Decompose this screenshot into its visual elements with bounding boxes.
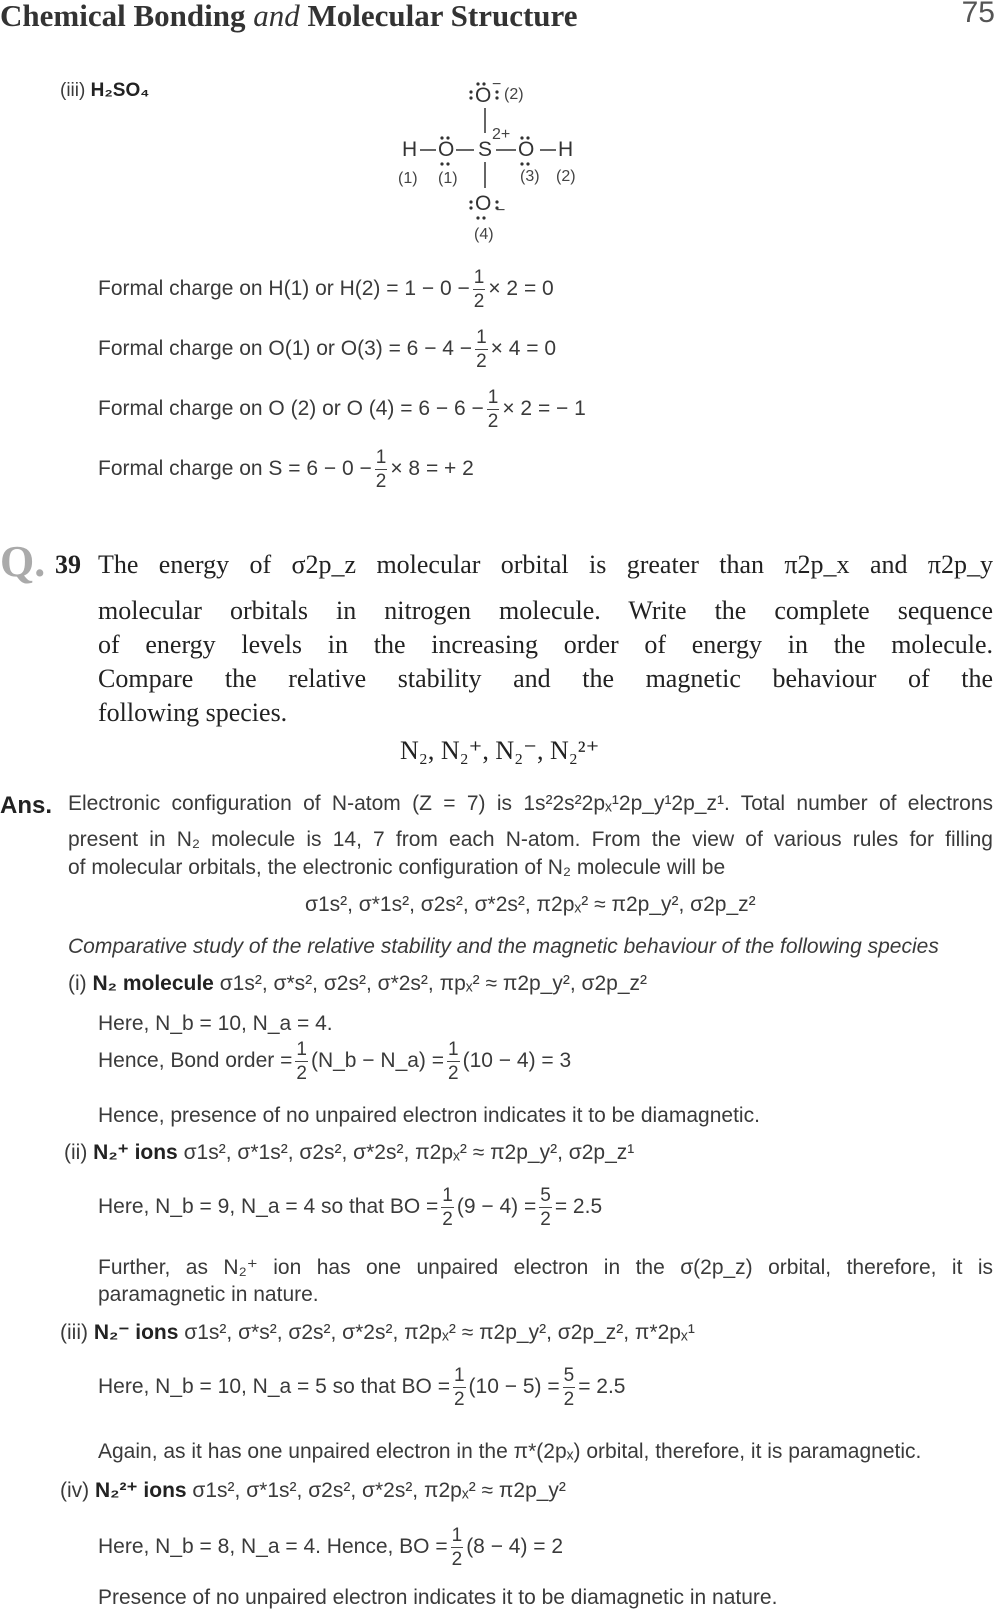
dot [526, 162, 529, 165]
answer-para-line-1: Electronic configuration of N-atom (Z = 7) is 1s²2s²2pₓ¹2p_y¹2p_z¹. Total number of electrons [68, 792, 993, 815]
question-word: π2p_y [927, 550, 993, 579]
case-label: (iv) [60, 1479, 95, 1502]
denominator: 2 [448, 1063, 459, 1084]
case-i-bond-order [98, 1040, 571, 1083]
question-line-2: molecular orbitals in nitrogen molecule. Write the complete sequence [98, 596, 993, 625]
case-iv-heading [60, 1478, 566, 1503]
question-species: N₂, N₂⁺, N₂⁻, N₂²⁺ [400, 736, 600, 765]
denominator: 2 [540, 1209, 551, 1230]
case-i-note: Hence, presence of no unpaired electron indicates it to be diamagnetic. [98, 1104, 760, 1127]
part-iii-heading [60, 80, 149, 102]
bo-suffix: (10 − 4) = 3 [462, 1049, 572, 1073]
h2so4-lewis-structure [380, 78, 620, 253]
numerator: 1 [451, 1525, 463, 1546]
atom-o1: O [438, 138, 455, 161]
charge-o-bottom: − [496, 202, 506, 219]
label-o3: (3) [520, 168, 540, 185]
dot [482, 216, 485, 219]
atom-o3: O [518, 138, 535, 161]
denominator: 2 [487, 411, 499, 432]
denominator: 2 [476, 351, 487, 372]
dot [495, 96, 498, 99]
case-config: σ1s², σ*s², σ2s², σ*2s², π2pₓ² ≈ π2p_y², σ2p_z², π*2pₓ¹ [184, 1321, 695, 1344]
denominator: 2 [375, 471, 387, 492]
fraction [447, 1040, 460, 1083]
case-species: N₂ molecule [92, 972, 214, 995]
question-word: The [98, 550, 139, 579]
dot [476, 216, 479, 219]
dot [469, 200, 472, 203]
lewis-structure-svg [380, 78, 620, 253]
label-o1: (1) [438, 170, 458, 187]
fraction [473, 268, 486, 311]
question-word: of [249, 550, 272, 579]
case-species: N₂²⁺ ions [95, 1479, 187, 1502]
dot [440, 162, 443, 165]
case-config: σ1s², σ*1s², σ2s², σ*2s², π2pₓ² ≈ π2p_y², σ2p_z¹ [183, 1141, 635, 1164]
bo-mid: (N_b − N_a) = [310, 1049, 445, 1073]
case-label: (iii) [60, 1321, 94, 1344]
bo-prefix: Here, N_b = 9, N_a = 4 so that BO = [98, 1195, 439, 1219]
bo-suffix: = 2.5 [578, 1375, 626, 1399]
numerator: 1 [448, 1039, 459, 1060]
fraction [441, 1186, 454, 1229]
bo-prefix: Here, N_b = 8, N_a = 4. Hence, BO = [98, 1535, 448, 1559]
numerator: 1 [487, 387, 499, 408]
page-header-title [0, 0, 578, 34]
dot [469, 90, 472, 93]
denominator: 2 [453, 1389, 465, 1410]
header-title-part: Chemical Bonding [0, 0, 254, 33]
bo-prefix: Hence, Bond order = [98, 1049, 293, 1073]
dot [446, 162, 449, 165]
question-word: molecular [376, 550, 481, 579]
fc-rhs: × 2 = 0 [488, 277, 554, 301]
case-label: (ii) [64, 1141, 94, 1164]
question-word: greater [626, 550, 699, 579]
fc-lhs: Formal charge on O(1) or O(3) = 6 − 4 − [98, 337, 473, 361]
denominator: 2 [451, 1549, 463, 1570]
page-number: 75 [961, 0, 995, 29]
case-iv-note: Presence of no unpaired electron indicates it to be diamagnetic in nature. [98, 1586, 778, 1609]
atom-o-bottom: O [475, 192, 492, 215]
formal-charge-h [98, 268, 554, 311]
fraction [475, 328, 488, 371]
bo-suffix: = 2.5 [554, 1195, 603, 1219]
atom-o-top: O [475, 84, 492, 107]
comparative-heading: Comparative study of the relative stability and the magnetic behaviour of the following species [68, 935, 939, 958]
numerator: 1 [375, 447, 387, 468]
denominator: 2 [563, 1389, 575, 1410]
label-o-top: (2) [504, 86, 524, 103]
fraction [375, 448, 388, 491]
atom-h2: H [558, 138, 574, 161]
case-i-heading [68, 972, 647, 996]
formal-charge-s [98, 448, 474, 491]
question-line-4: Compare the relative stability and the magnetic behaviour of the [98, 664, 993, 693]
fraction [487, 388, 500, 431]
fc-rhs: × 8 = + 2 [390, 457, 474, 481]
fraction [453, 1366, 466, 1409]
case-iii-note: Again, as it has one unpaired electron in the π*(2pₓ) orbital, therefore, it is paramagnetic. [98, 1440, 922, 1463]
fc-rhs: × 2 = − 1 [502, 397, 586, 421]
part-label: (iii) [60, 80, 91, 101]
denominator: 2 [442, 1209, 453, 1230]
question-line-1 [98, 550, 993, 580]
answer-para-line-2: present in N₂ molecule is 14, 7 from each N-atom. From the view of various rules for filling [68, 828, 993, 851]
case-i-here: Here, N_b = 10, N_a = 4. [98, 1012, 333, 1035]
fc-lhs: Formal charge on S = 6 − 0 − [98, 457, 372, 481]
formal-charge-o1 [98, 328, 556, 371]
label-h2: (2) [556, 168, 576, 185]
case-ii-bond-order [98, 1186, 602, 1229]
header-title-part: and [253, 0, 300, 33]
question-line-3: of energy levels in the increasing order of energy in the molecule. [98, 630, 993, 659]
numerator: 5 [540, 1185, 551, 1206]
question-marker: Q. [0, 537, 46, 586]
question-word: and [869, 550, 908, 579]
question-word: σ2p_z [291, 550, 357, 579]
bo-prefix: Here, N_b = 10, N_a = 5 so that BO = [98, 1375, 450, 1399]
fc-rhs: × 4 = 0 [490, 337, 557, 361]
atom-s: S [478, 138, 493, 161]
question-word: is [589, 550, 607, 579]
answer-para-line-3: of molecular orbitals, the electronic configuration of N₂ molecule will be [68, 856, 726, 879]
dot [520, 162, 523, 165]
question-word: orbital [500, 550, 569, 579]
case-species: N₂⁺ ions [93, 1141, 178, 1164]
n2-configuration: σ1s², σ*1s², σ2s², σ*2s², π2pₓ² ≈ π2p_y², σ2p_z² [305, 893, 756, 916]
fraction [539, 1186, 552, 1229]
numerator: 5 [563, 1365, 575, 1386]
label-h1: (1) [398, 170, 418, 187]
fraction [451, 1526, 464, 1569]
case-iv-bond-order [98, 1526, 563, 1569]
bo-mid: (10 − 5) = [468, 1375, 560, 1399]
atom-h1: H [402, 138, 418, 161]
fc-lhs: Formal charge on H(1) or H(2) = 1 − 0 − [98, 277, 470, 301]
dot [469, 206, 472, 209]
case-species: N₂⁻ ions [93, 1321, 179, 1344]
denominator: 2 [473, 291, 485, 312]
question-line-5: following species. [98, 698, 288, 727]
case-iii-heading [60, 1320, 695, 1345]
numerator: 1 [453, 1365, 465, 1386]
question-word: than [719, 550, 765, 579]
case-ii-note-line-2: paramagnetic in nature. [98, 1283, 319, 1306]
numerator: 1 [442, 1185, 453, 1206]
case-ii-note-line-1: Further, as N₂⁺ ion has one unpaired electron in the σ(2p_z) orbital, therefore, it is [98, 1256, 993, 1279]
question-number: 39 [55, 550, 81, 579]
case-label: (i) [68, 972, 93, 995]
bo-suffix: (8 − 4) = 2 [466, 1535, 564, 1559]
question-word: energy [158, 550, 230, 579]
label-o-bottom: (4) [474, 226, 494, 243]
case-iii-bond-order [98, 1366, 625, 1409]
fraction [563, 1366, 576, 1409]
bo-mid: (9 − 4) = [456, 1195, 537, 1219]
fraction [295, 1040, 308, 1083]
header-title-part: Molecular Structure [299, 0, 578, 33]
numerator: 1 [476, 327, 487, 348]
case-config: σ1s², σ*1s², σ2s², σ*2s², π2pₓ² ≈ π2p_y² [192, 1479, 566, 1502]
answer-label: Ans. [0, 792, 53, 819]
case-ii-heading [64, 1140, 634, 1165]
numerator: 1 [296, 1039, 307, 1060]
dot [469, 96, 472, 99]
charge-s: 2+ [492, 126, 511, 143]
case-config: σ1s², σ*s², σ2s², σ*2s², πpₓ² ≈ π2p_y², σ2p_z² [219, 972, 648, 995]
question-word: π2p_x [784, 550, 850, 579]
charge-o-top: − [492, 76, 502, 93]
fc-lhs: Formal charge on O (2) or O (4) = 6 − 6 − [98, 397, 484, 421]
denominator: 2 [296, 1063, 307, 1084]
formal-charge-o2 [98, 388, 586, 431]
numerator: 1 [473, 267, 485, 288]
formula: H₂SO₄ [90, 80, 150, 101]
